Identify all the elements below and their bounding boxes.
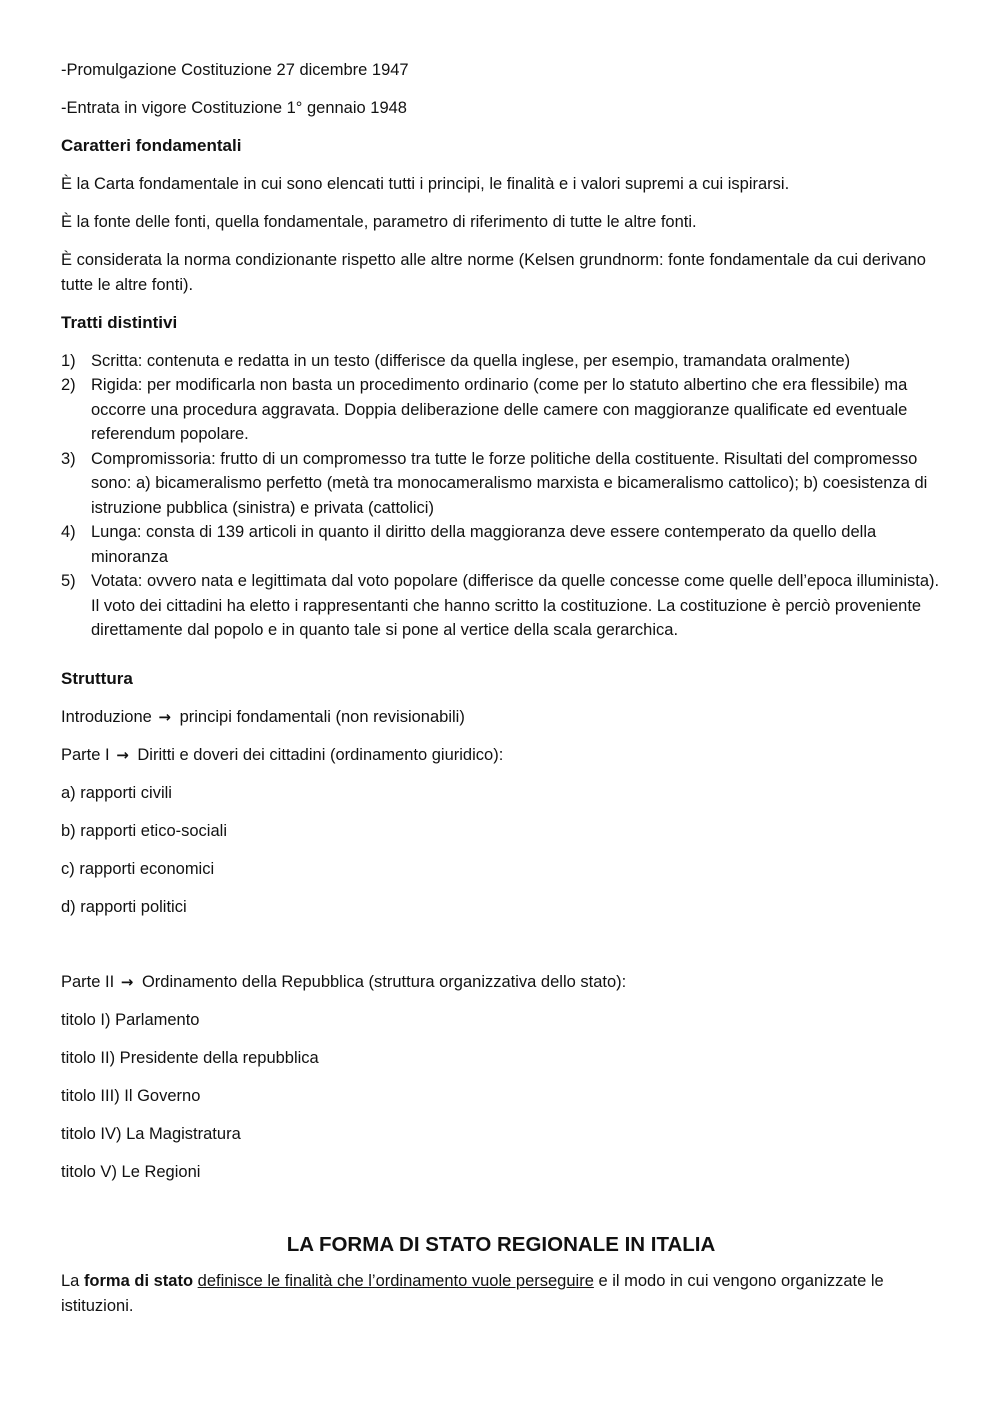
arrow-right-icon: → [158,707,171,726]
list-item-text: Compromissoria: frutto di un compromesso tra tutte le forze politiche della costituente. Risultati del compromesso sono: a) bicameralismo perfetto (metà tra monocameralismo marxista e bicameralismo cattolico); b) coesistenza di istruzione pubblica (sinistra) e privata (cattolici) [91,449,928,517]
list-item-text: Rigida: per modificarla non basta un procedimento ordinario (come per lo statuto albertino che era flessibile) ma occorre una procedura aggravata. Doppia deliberazione delle camere con maggioranze qualificate ed eventuale referendum popolare. [91,376,908,443]
list-item-text: Votata: ovvero nata e legittimata dal voto popolare (differisce da quelle concesse come quelle dell’epoca illuminista). Il voto dei cittadini ha eletto i rappresentanti che hanno scritto la costituzione. La costituzione è perciò proveniente direttamente dal popolo e in quanto tale si pone al vertice della scala gerarchica. [91,572,940,639]
struttura-parte-2-text: Ordinamento della Repubblica (struttura organizzativa dello stato): [141,973,627,991]
struttura-introduzione [61,705,941,730]
struttura-parte-2 [61,970,941,995]
forma-stato-underlined-text: definisce le finalità che l’ordinamento vuole perseguire [197,1272,594,1290]
document-page [61,58,941,1332]
struttura-introduzione-lead: Introduzione [61,707,152,726]
parte-1-item: b) rapporti etico-sociali [61,821,227,840]
paragraph-fonte-delle-fonti: È la fonte delle fonti, quella fondamentale, parametro di riferimento di tutte le altre fonti. [61,213,697,231]
list-item [61,373,941,447]
parte-2-item: titolo II) Presidente della repubblica [61,1049,319,1067]
list-number: 1) [61,351,76,370]
forma-stato-bold-term: forma di stato [83,1272,194,1290]
heading-struttura: Struttura [61,668,133,688]
parte-2-item: titolo IV) La Magistratura [61,1125,241,1143]
forma-stato-text-end: e il modo in cui vengono organizzate le istituzioni. [61,1272,884,1315]
parte-1-item: d) rapporti politici [61,897,187,916]
parte-1-item: a) rapporti civili [61,783,172,802]
struttura-parte-1 [61,743,941,768]
heading-caratteri: Caratteri fondamentali [61,136,242,155]
list-item [61,569,941,643]
list-item [61,349,941,374]
list-number: 4) [61,523,76,541]
heading-tratti: Tratti distintivi [61,312,178,332]
intro-line-promulgazione: -Promulgazione Costituzione 27 dicembre 1947 [61,61,409,79]
parte-2-item: titolo I) Parlamento [61,1011,200,1029]
list-number: 2) [61,376,76,394]
paragraph-norma-condizionante: È considerata la norma condizionante rispetto alle altre norme (Kelsen grundnorm: fonte fondamentale da cui derivano tutte le altre fonti). [61,251,926,294]
struttura-parte-1-text: Diritti e doveri dei cittadini (ordinamento giuridico): [137,745,504,764]
arrow-right-icon: → [116,745,129,764]
struttura-introduzione-text: principi fondamentali (non revisionabili) [179,707,465,726]
parte-2-item: titolo V) Le Regioni [61,1163,201,1181]
forma-stato-text-start: La [61,1272,84,1290]
list-number: 3) [61,449,76,468]
arrow-right-icon: → [120,973,134,991]
struttura-parte-1-lead: Parte I [61,745,110,764]
list-item-text: Scritta: contenuta e redatta in un testo (differisce da quella inglese, per esempio, tramandata oralmente) [91,351,851,370]
parte-1-item: c) rapporti economici [61,859,215,878]
intro-line-entrata-in-vigore: -Entrata in vigore Costituzione 1° gennaio 1948 [61,99,407,117]
section-title-forma-stato: LA FORMA DI STATO REGIONALE IN ITALIA [286,1232,716,1256]
paragraph-forma-stato [61,1269,941,1318]
struttura-parte-2-lead: Parte II [61,973,115,991]
list-item [61,520,941,569]
parte-2-item: titolo III) Il Governo [61,1087,201,1105]
paragraph-carta-fondamentale: È la Carta fondamentale in cui sono elencati tutti i principi, le finalità e i valori supremi a cui ispirarsi. [61,175,790,193]
tratti-list [61,349,941,643]
list-item [61,447,941,521]
list-number: 5) [61,572,76,590]
list-item-text: Lunga: consta di 139 articoli in quanto il diritto della maggioranza deve essere contemperato da quello della minoranza [91,523,877,566]
